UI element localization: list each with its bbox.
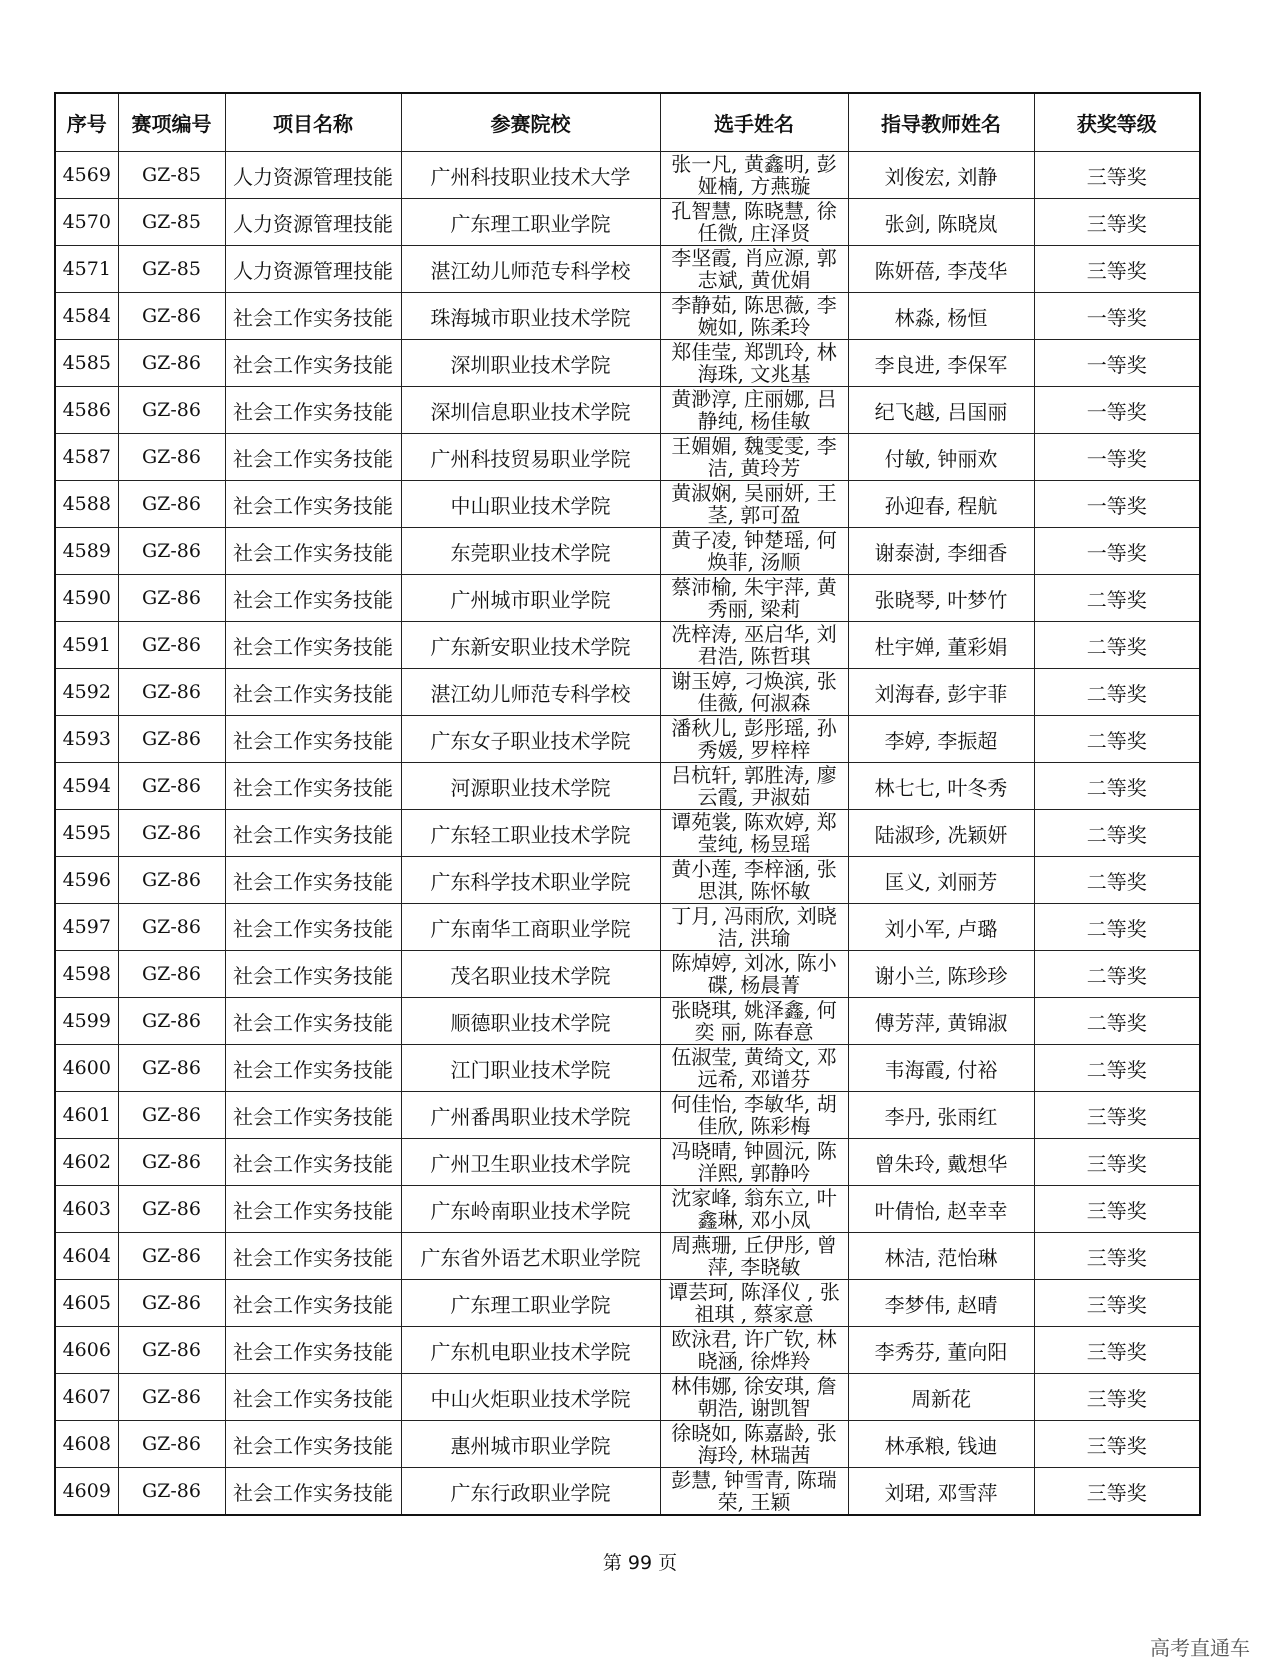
cell-teachers: 纪飞越, 吕国丽 [848,387,1034,434]
cell-serial: 4592 [55,669,118,716]
cell-students [660,1186,848,1233]
cell-award: 三等奖 [1034,152,1200,199]
table-header-row [55,93,1200,152]
header-school: 参赛院校 [401,93,660,152]
cell-school: 广东科学技术职业学院 [401,857,660,904]
cell-school: 广州卫生职业技术学院 [401,1139,660,1186]
cell-teachers: 谢小兰, 陈珍珍 [848,951,1034,998]
table-row [55,857,1200,904]
cell-school: 顺德职业技术学院 [401,998,660,1045]
students-text: 欧泳君, 许广钦, 林晓涵, 徐烨羚 [671,1328,837,1372]
cell-event-code: GZ-86 [118,857,225,904]
table-row [55,387,1200,434]
award-table [54,92,1201,1516]
table-row [55,716,1200,763]
cell-serial: 4585 [55,340,118,387]
cell-school: 惠州城市职业学院 [401,1421,660,1468]
cell-event-code: GZ-86 [118,904,225,951]
cell-school: 广东省外语艺术职业学院 [401,1233,660,1280]
cell-award: 一等奖 [1034,340,1200,387]
cell-award: 一等奖 [1034,528,1200,575]
cell-event-code: GZ-86 [118,340,225,387]
cell-school: 江门职业技术学院 [401,1045,660,1092]
cell-teachers: 韦海霞, 付裕 [848,1045,1034,1092]
cell-project-name: 社会工作实务技能 [225,998,401,1045]
watermark-text: 高考直通车 [1150,1636,1250,1660]
students-text: 张晓琪, 姚泽鑫, 何奕 丽, 陈春意 [671,999,837,1043]
header-event-code: 赛项编号 [118,93,225,152]
cell-teachers: 叶倩怡, 赵幸幸 [848,1186,1034,1233]
cell-event-code: GZ-86 [118,434,225,481]
cell-serial: 4608 [55,1421,118,1468]
cell-award: 二等奖 [1034,857,1200,904]
students-text: 谢玉婷, 刁焕滨, 张佳薇, 何淑森 [671,670,837,714]
cell-school: 广东南华工商职业学院 [401,904,660,951]
students-text: 李坚霞, 肖应源, 郭志斌, 黄优娟 [671,247,837,291]
cell-students [660,669,848,716]
cell-award: 二等奖 [1034,810,1200,857]
cell-project-name: 社会工作实务技能 [225,1045,401,1092]
cell-serial: 4606 [55,1327,118,1374]
cell-serial: 4607 [55,1374,118,1421]
students-text: 黄子凌, 钟楚瑶, 何焕菲, 汤顺 [671,529,837,573]
table-row [55,152,1200,199]
cell-award: 三等奖 [1034,1186,1200,1233]
cell-school: 广东机电职业技术学院 [401,1327,660,1374]
cell-serial: 4594 [55,763,118,810]
cell-award: 三等奖 [1034,246,1200,293]
header-serial: 序号 [55,93,118,152]
cell-serial: 4590 [55,575,118,622]
table-row [55,1280,1200,1327]
cell-award: 三等奖 [1034,1233,1200,1280]
cell-students [660,1468,848,1516]
cell-project-name: 社会工作实务技能 [225,340,401,387]
page-number: 第 99 页 [602,1552,678,1574]
students-text: 张一凡, 黄鑫明, 彭娅楠, 方燕璇 [671,153,837,197]
cell-event-code: GZ-86 [118,1139,225,1186]
cell-serial: 4598 [55,951,118,998]
cell-school: 中山火炬职业技术学院 [401,1374,660,1421]
table-row [55,669,1200,716]
cell-event-code: GZ-86 [118,293,225,340]
cell-event-code: GZ-85 [118,199,225,246]
cell-serial: 4589 [55,528,118,575]
cell-award: 二等奖 [1034,716,1200,763]
award-table-container [54,92,1199,1516]
students-text: 沈家峰, 翁东立, 叶鑫琳, 邓小凤 [671,1187,837,1231]
cell-event-code: GZ-86 [118,528,225,575]
table-row [55,528,1200,575]
cell-students [660,1280,848,1327]
cell-teachers: 张剑, 陈晓岚 [848,199,1034,246]
cell-event-code: GZ-86 [118,575,225,622]
cell-event-code: GZ-86 [118,669,225,716]
cell-project-name: 社会工作实务技能 [225,669,401,716]
students-text: 潘秋儿, 彭彤瑶, 孙秀媛, 罗梓梓 [671,717,837,761]
cell-students [660,998,848,1045]
table-row [55,810,1200,857]
cell-event-code: GZ-86 [118,622,225,669]
cell-project-name: 社会工作实务技能 [225,434,401,481]
header-award: 获奖等级 [1034,93,1200,152]
cell-students [660,199,848,246]
cell-school: 珠海城市职业技术学院 [401,293,660,340]
cell-students [660,716,848,763]
cell-serial: 4570 [55,199,118,246]
table-row [55,951,1200,998]
cell-teachers: 刘小军, 卢璐 [848,904,1034,951]
cell-teachers: 陆淑珍, 冼颖妍 [848,810,1034,857]
cell-award: 一等奖 [1034,293,1200,340]
table-row [55,246,1200,293]
cell-project-name: 社会工作实务技能 [225,575,401,622]
table-row [55,575,1200,622]
students-text: 何佳怡, 李敏华, 胡佳欣, 陈彩梅 [671,1093,837,1137]
table-body [55,152,1200,1516]
students-text: 徐晓如, 陈嘉龄, 张海玲, 林瑞茜 [671,1422,837,1466]
cell-teachers: 李梦伟, 赵晴 [848,1280,1034,1327]
table-row [55,622,1200,669]
cell-award: 一等奖 [1034,387,1200,434]
students-text: 李静茹, 陈思薇, 李婉如, 陈柔玲 [671,294,837,338]
cell-serial: 4601 [55,1092,118,1139]
cell-students [660,246,848,293]
table-row [55,293,1200,340]
cell-teachers: 林洁, 范怡琳 [848,1233,1034,1280]
cell-project-name: 社会工作实务技能 [225,1186,401,1233]
cell-students [660,1374,848,1421]
cell-teachers: 傅芳萍, 黄锦淑 [848,998,1034,1045]
cell-teachers: 周新花 [848,1374,1034,1421]
cell-project-name: 社会工作实务技能 [225,528,401,575]
cell-school: 河源职业技术学院 [401,763,660,810]
table-row [55,763,1200,810]
cell-serial: 4605 [55,1280,118,1327]
students-text: 谭芸珂, 陈泽仪 , 张祖琪 , 蔡家意 [668,1281,840,1325]
cell-award: 三等奖 [1034,1139,1200,1186]
cell-event-code: GZ-86 [118,810,225,857]
cell-award: 三等奖 [1034,1468,1200,1516]
cell-teachers: 付敏, 钟丽欢 [848,434,1034,481]
cell-students [660,1421,848,1468]
cell-students [660,622,848,669]
cell-school: 广东女子职业技术学院 [401,716,660,763]
cell-project-name: 社会工作实务技能 [225,951,401,998]
cell-award: 二等奖 [1034,669,1200,716]
cell-project-name: 社会工作实务技能 [225,1280,401,1327]
table-row [55,998,1200,1045]
cell-serial: 4599 [55,998,118,1045]
cell-students [660,1233,848,1280]
cell-project-name: 社会工作实务技能 [225,1468,401,1516]
cell-serial: 4586 [55,387,118,434]
cell-students [660,857,848,904]
cell-serial: 4602 [55,1139,118,1186]
cell-event-code: GZ-86 [118,1186,225,1233]
table-row [55,1139,1200,1186]
table-row [55,481,1200,528]
cell-students [660,1045,848,1092]
cell-event-code: GZ-86 [118,951,225,998]
cell-event-code: GZ-85 [118,152,225,199]
cell-award: 三等奖 [1034,199,1200,246]
cell-teachers: 林七七, 叶冬秀 [848,763,1034,810]
cell-event-code: GZ-86 [118,1280,225,1327]
table-row [55,1468,1200,1516]
cell-teachers: 杜宇婵, 董彩娟 [848,622,1034,669]
cell-school: 中山职业技术学院 [401,481,660,528]
table-row [55,199,1200,246]
students-text: 林伟娜, 徐安琪, 詹朝浩, 谢凯智 [671,1375,837,1419]
cell-project-name: 社会工作实务技能 [225,1374,401,1421]
cell-project-name: 社会工作实务技能 [225,1421,401,1468]
students-text: 蔡沛榆, 朱宇萍, 黄秀丽, 梁莉 [671,576,837,620]
cell-teachers: 李丹, 张雨红 [848,1092,1034,1139]
cell-project-name: 社会工作实务技能 [225,1092,401,1139]
students-text: 王媚媚, 魏雯雯, 李洁, 黄玲芳 [671,435,837,479]
cell-award: 二等奖 [1034,622,1200,669]
cell-award: 三等奖 [1034,1280,1200,1327]
students-text: 伍淑莹, 黄绮文, 邓远希, 邓谱芬 [671,1046,837,1090]
cell-project-name: 社会工作实务技能 [225,857,401,904]
table-row [55,1421,1200,1468]
cell-students [660,293,848,340]
cell-students [660,152,848,199]
header-teachers: 指导教师姓名 [848,93,1034,152]
cell-school: 深圳职业技术学院 [401,340,660,387]
students-text: 黄渺淳, 庄丽娜, 吕静纯, 杨佳敏 [671,388,837,432]
cell-award: 一等奖 [1034,434,1200,481]
header-project-name: 项目名称 [225,93,401,152]
cell-students [660,387,848,434]
students-text: 吕杭轩, 郭胜涛, 廖云霞, 尹淑茹 [671,764,837,808]
students-text: 周燕珊, 丘伊彤, 曾萍, 李晓敏 [671,1234,837,1278]
cell-project-name: 人力资源管理技能 [225,199,401,246]
cell-award: 三等奖 [1034,1092,1200,1139]
cell-teachers: 林淼, 杨恒 [848,293,1034,340]
table-row [55,1092,1200,1139]
cell-event-code: GZ-86 [118,763,225,810]
cell-school: 茂名职业技术学院 [401,951,660,998]
cell-students [660,481,848,528]
table-row [55,1374,1200,1421]
cell-project-name: 社会工作实务技能 [225,1233,401,1280]
students-text: 冯晓晴, 钟圆沅, 陈洋熙, 郭静吟 [671,1140,837,1184]
cell-teachers: 李秀芬, 董向阳 [848,1327,1034,1374]
table-row [55,1233,1200,1280]
cell-event-code: GZ-85 [118,246,225,293]
cell-project-name: 社会工作实务技能 [225,716,401,763]
cell-students [660,951,848,998]
table-row [55,1045,1200,1092]
cell-serial: 4584 [55,293,118,340]
cell-serial: 4569 [55,152,118,199]
cell-school: 东莞职业技术学院 [401,528,660,575]
cell-students [660,340,848,387]
cell-students [660,904,848,951]
cell-project-name: 人力资源管理技能 [225,246,401,293]
cell-event-code: GZ-86 [118,998,225,1045]
cell-award: 三等奖 [1034,1327,1200,1374]
cell-event-code: GZ-86 [118,1421,225,1468]
cell-students [660,434,848,481]
cell-students [660,575,848,622]
cell-school: 深圳信息职业技术学院 [401,387,660,434]
cell-award: 二等奖 [1034,1045,1200,1092]
cell-school: 湛江幼儿师范专科学校 [401,669,660,716]
cell-project-name: 社会工作实务技能 [225,763,401,810]
cell-serial: 4603 [55,1186,118,1233]
table-row [55,1327,1200,1374]
cell-project-name: 社会工作实务技能 [225,1327,401,1374]
cell-school: 广东理工职业学院 [401,199,660,246]
cell-teachers: 孙迎春, 程航 [848,481,1034,528]
cell-school: 广州科技贸易职业学院 [401,434,660,481]
cell-school: 广东理工职业学院 [401,1280,660,1327]
cell-school: 广东行政职业学院 [401,1468,660,1516]
cell-teachers: 林承粮, 钱迪 [848,1421,1034,1468]
students-text: 冼梓涛, 巫启华, 刘君浩, 陈哲琪 [671,623,837,667]
cell-teachers: 曾朱玲, 戴想华 [848,1139,1034,1186]
cell-serial: 4571 [55,246,118,293]
students-text: 黄小莲, 李梓涵, 张思淇, 陈怀敏 [671,858,837,902]
cell-project-name: 社会工作实务技能 [225,293,401,340]
cell-award: 二等奖 [1034,951,1200,998]
table-row [55,904,1200,951]
cell-students [660,1092,848,1139]
cell-students [660,810,848,857]
cell-award: 三等奖 [1034,1421,1200,1468]
cell-event-code: GZ-86 [118,716,225,763]
cell-event-code: GZ-86 [118,1045,225,1092]
cell-project-name: 社会工作实务技能 [225,387,401,434]
cell-serial: 4587 [55,434,118,481]
cell-project-name: 社会工作实务技能 [225,904,401,951]
cell-school: 广东新安职业技术学院 [401,622,660,669]
cell-event-code: GZ-86 [118,1233,225,1280]
cell-serial: 4588 [55,481,118,528]
students-text: 谭苑裳, 陈欢婷, 郑莹纯, 杨昱瑶 [671,811,837,855]
cell-award: 二等奖 [1034,904,1200,951]
cell-teachers: 张晓琴, 叶梦竹 [848,575,1034,622]
cell-serial: 4595 [55,810,118,857]
cell-event-code: GZ-86 [118,1468,225,1516]
cell-award: 三等奖 [1034,1374,1200,1421]
students-text: 彭慧, 钟雪青, 陈瑞荣, 王颖 [671,1469,837,1513]
cell-teachers: 刘珺, 邓雪萍 [848,1468,1034,1516]
cell-project-name: 社会工作实务技能 [225,810,401,857]
cell-project-name: 社会工作实务技能 [225,1139,401,1186]
cell-teachers: 李婷, 李振超 [848,716,1034,763]
cell-event-code: GZ-86 [118,387,225,434]
cell-teachers: 刘俊宏, 刘静 [848,152,1034,199]
header-students: 选手姓名 [660,93,848,152]
cell-award: 二等奖 [1034,575,1200,622]
cell-project-name: 社会工作实务技能 [225,622,401,669]
cell-event-code: GZ-86 [118,1374,225,1421]
cell-serial: 4596 [55,857,118,904]
cell-event-code: GZ-86 [118,1092,225,1139]
cell-teachers: 陈妍蓓, 李茂华 [848,246,1034,293]
cell-serial: 4600 [55,1045,118,1092]
cell-students [660,1327,848,1374]
students-text: 丁月, 冯雨欣, 刘晓洁, 洪瑜 [671,905,837,949]
students-text: 孔智慧, 陈晓慧, 徐任微, 庄泽贤 [671,200,837,244]
cell-school: 广东岭南职业技术学院 [401,1186,660,1233]
cell-serial: 4597 [55,904,118,951]
cell-project-name: 人力资源管理技能 [225,152,401,199]
students-text: 陈焯婷, 刘冰, 陈小碟, 杨晨菁 [671,952,837,996]
cell-teachers: 李良进, 李保军 [848,340,1034,387]
cell-teachers: 刘海春, 彭宇菲 [848,669,1034,716]
cell-award: 二等奖 [1034,998,1200,1045]
cell-students [660,763,848,810]
cell-students [660,1139,848,1186]
students-text: 郑佳莹, 郑凯玲, 林海珠, 文兆基 [671,341,837,385]
cell-serial: 4593 [55,716,118,763]
table-row [55,1186,1200,1233]
cell-project-name: 社会工作实务技能 [225,481,401,528]
cell-students [660,528,848,575]
cell-event-code: GZ-86 [118,481,225,528]
cell-school: 湛江幼儿师范专科学校 [401,246,660,293]
cell-serial: 4609 [55,1468,118,1516]
table-row [55,340,1200,387]
cell-award: 一等奖 [1034,481,1200,528]
cell-school: 广东轻工职业技术学院 [401,810,660,857]
cell-award: 二等奖 [1034,763,1200,810]
cell-school: 广州科技职业技术大学 [401,152,660,199]
cell-teachers: 谢泰澍, 李细香 [848,528,1034,575]
cell-school: 广州番禺职业技术学院 [401,1092,660,1139]
table-row [55,434,1200,481]
cell-school: 广州城市职业学院 [401,575,660,622]
cell-event-code: GZ-86 [118,1327,225,1374]
cell-serial: 4604 [55,1233,118,1280]
cell-teachers: 匡义, 刘丽芳 [848,857,1034,904]
cell-serial: 4591 [55,622,118,669]
students-text: 黄淑娴, 吴丽妍, 王茎, 郭可盈 [671,482,837,526]
